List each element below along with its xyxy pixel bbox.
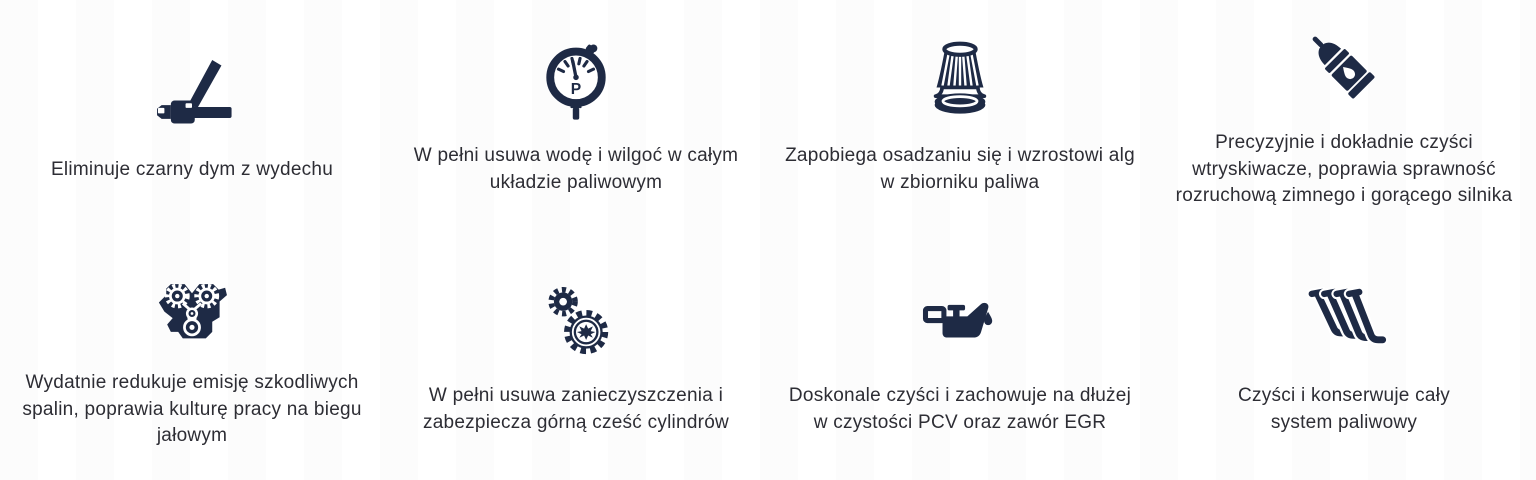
- fuel-injector-icon: [1298, 22, 1390, 114]
- feature-caption: Eliminuje czarny dym z wydechu: [50, 158, 334, 180]
- feature-caption: Doskonale czyści i zachowuje na dłużej w czystości PCV oraz zawór EGR: [788, 385, 1132, 433]
- feature-item-fuel-system-care: [1152, 240, 1536, 480]
- feature-item-pcv-egr-cleaning: [768, 240, 1152, 480]
- feature-item-algae-prevention: [768, 0, 1152, 240]
- gauge-letter: P: [570, 80, 582, 98]
- feature-caption: Precyzyjnie i dokładnie czyści wtryskiwacze, poprawia sprawność rozruchową zimnego i gorącego silnika: [1175, 131, 1513, 207]
- feature-caption: W pełni usuwa wodę i wilgoć w całym układzie paliwowym: [413, 145, 739, 193]
- pressure-gauge-icon: [530, 35, 622, 127]
- feature-caption: Zapobiega osadzaniu się i wzrostowi alg w zbiorniku paliwa: [785, 145, 1135, 193]
- feature-item-cylinder-protection: [384, 240, 768, 480]
- engine-timing-gears-icon: [146, 262, 238, 354]
- feature-item-injector-cleaning: [1152, 0, 1536, 240]
- oil-can-icon: [914, 275, 1006, 367]
- exhaust-manifold-icon: [1298, 275, 1390, 367]
- feature-caption: W pełni usuwa zanieczyszczenia i zabezpiecza górną cześć cylindrów: [422, 385, 730, 433]
- feature-item-emission-reduction: [0, 240, 384, 480]
- feature-item-water-removal: [384, 0, 768, 240]
- feature-caption: Wydatnie redukuje emisję szkodliwych spalin, poprawia kulturę pracy na biegu jałowym: [22, 371, 362, 447]
- spark-plug-wrench-icon: [146, 49, 238, 141]
- gears-icon: [530, 275, 622, 367]
- air-filter-icon: [914, 35, 1006, 127]
- feature-caption: Czyści i konserwuje cały system paliwowy: [1238, 385, 1450, 433]
- feature-item-exhaust-smoke: [0, 0, 384, 240]
